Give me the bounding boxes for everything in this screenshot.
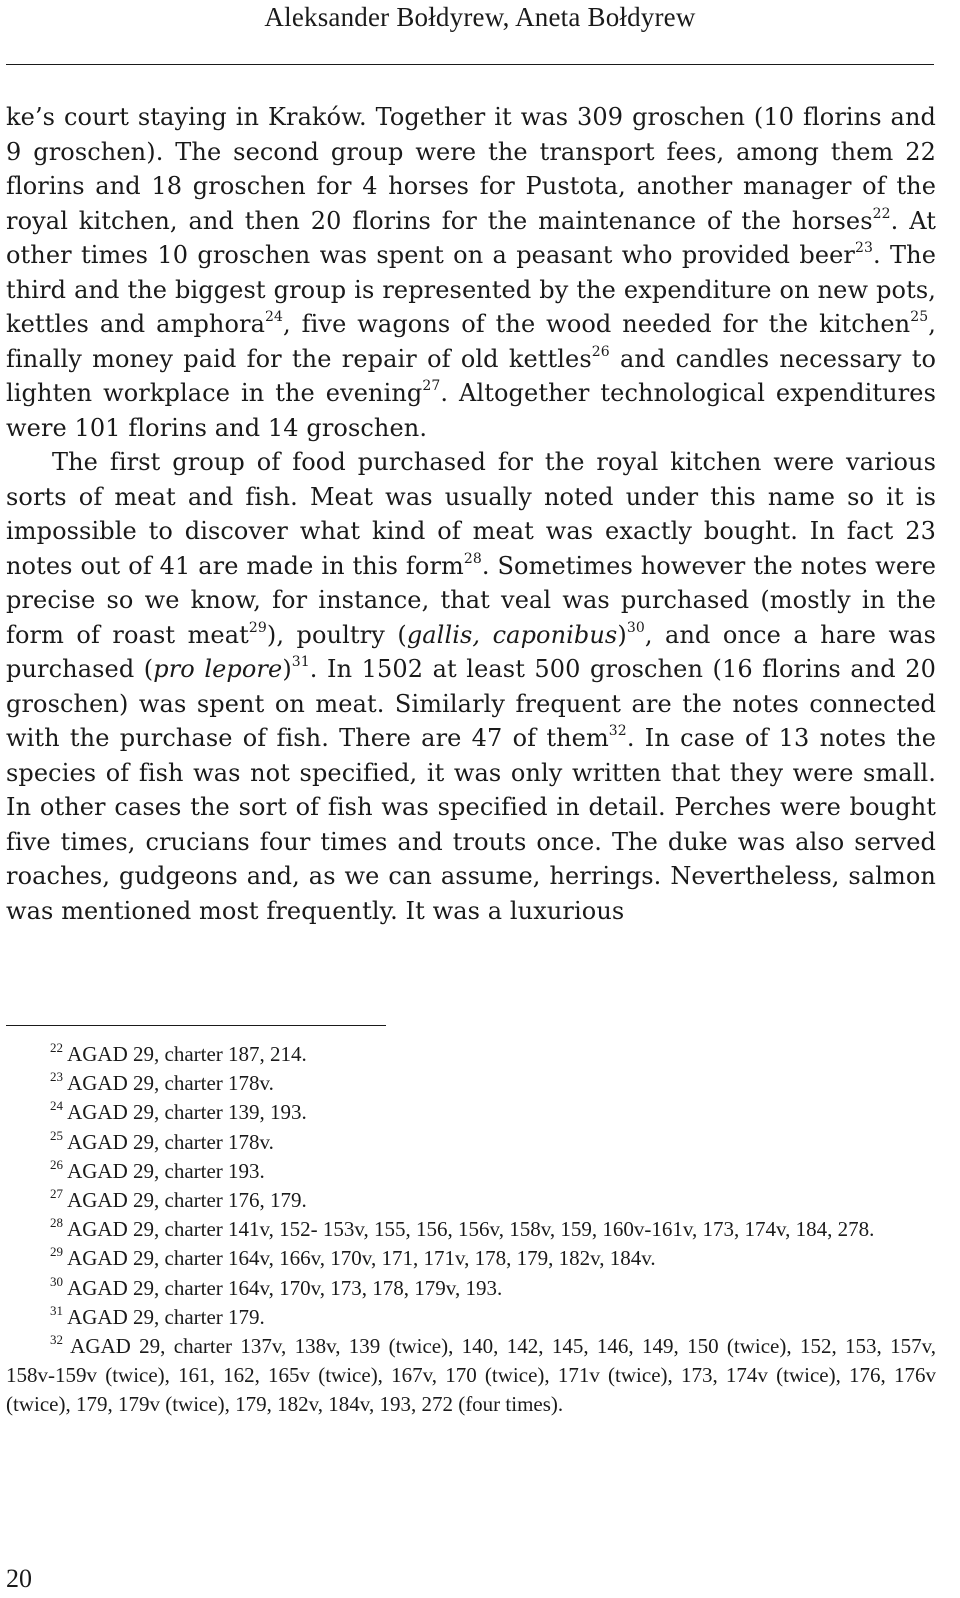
footnote-number: 22	[50, 1040, 63, 1055]
text-run: The first group of food purchased for the royal kitchen were various sorts of meat and fish. Meat was usually noted under this name so it is impossible to discover what kind of meat was exactly bought. In fact 23 notes out of 41 are made in this form	[6, 448, 936, 580]
text-run: and candles necessary to lighten workplace in the evening	[6, 344, 937, 407]
footnote-text: AGAD 29, charter 179.	[63, 1304, 265, 1329]
footnote-ref-28[interactable]: 28	[463, 550, 482, 567]
footnote-number: 25	[50, 1127, 63, 1143]
footnote-text: AGAD 29, charter 176, 179.	[63, 1188, 307, 1213]
footnote-text: AGAD 29, charter 137v, 138v, 139 (twice), 140, 142, 145, 146, 149, 150 (twice), 152, 153, 157v, 158v-159v (twice), 161, 162, 165v (twice), 167v, 170 (twice), 171v (twice), 173, 174v (twice), 176, 176v (twice), 179, 179v (twice), 179, 182v, 184v, 193, 272 (four times).	[6, 1334, 936, 1417]
footnote-ref-27[interactable]: 27	[422, 378, 441, 394]
footnote-text: AGAD 29, charter 193.	[63, 1158, 265, 1183]
text-run: , finally money paid for the repair of old kettles	[6, 310, 936, 373]
footnote-text: AGAD 29, charter 139, 193.	[63, 1100, 307, 1125]
footnote-divider	[6, 1025, 386, 1026]
footnote-text: AGAD 29, charter 178v.	[63, 1071, 274, 1096]
text-run: . Sometimes however the notes were precise so we know, for instance, that veal was purchased (mostly in the form of roast meat	[6, 551, 936, 649]
footnote-ref-26[interactable]: 26	[591, 343, 610, 360]
footnote-ref-29[interactable]: 29	[248, 619, 267, 636]
footnote-30	[6, 1274, 936, 1303]
text-run: . In 1502 at least 500 groschen (16 florins and 20 groschen) was spent on meat. Similarly frequent are the notes connected with the purchase of fish. There are 47 of them	[6, 655, 936, 752]
body-text	[6, 100, 936, 928]
footnote-ref-23[interactable]: 23	[855, 240, 874, 256]
footnote-number: 29	[50, 1244, 63, 1260]
footnote-ref-24[interactable]: 24	[265, 309, 284, 325]
text-run: )	[617, 620, 627, 649]
footnote-text: AGAD 29, charter 141v, 152- 153v, 155, 156, 156v, 158v, 159, 160v-161v, 173, 174v, 184, 278.	[63, 1217, 875, 1242]
footnote-ref-32[interactable]: 32	[608, 723, 627, 739]
footnote-ref-31[interactable]: 31	[291, 654, 310, 670]
latin-term: gallis, caponibus	[406, 620, 618, 649]
footnote-number: 27	[50, 1186, 63, 1202]
footnote-number: 31	[50, 1302, 63, 1318]
footnote-25	[6, 1128, 936, 1157]
header-divider	[6, 64, 934, 65]
footnote-26	[6, 1157, 936, 1186]
footnote-24	[6, 1098, 936, 1127]
text-run: . Altogether technological expenditures were 101 florins and 14 groschen.	[6, 379, 936, 442]
footnote-number: 28	[50, 1215, 63, 1231]
footnote-number: 30	[50, 1273, 63, 1289]
footnote-23	[6, 1069, 936, 1098]
footnote-27	[6, 1186, 936, 1215]
text-run: ke’s court staying in Kraków. Together it was 309 groschen (10 florins and 9 groschen). The second group were the transport fees, among them 22 florins and 18 groschen for 4 horses for Pustota, another manager of the royal kitchen, and then 20 florins for the maintenance of the horses	[6, 103, 936, 235]
text-run: )	[282, 655, 292, 683]
text-run: . In case of 13 notes the species of fish was not specified, it was only written that they were small. In other cases the sort of fish was specified in detail. Perches were bought five times, crucians four times and trouts once. The duke was also served roaches, gudgeons and, as we can assume, herrings. Nevertheless, salmon was mentioned most frequently. It was a luxurious	[6, 724, 936, 925]
footnote-ref-25[interactable]: 25	[910, 309, 929, 325]
text-run: ), poultry (	[266, 620, 407, 649]
footnote-number: 26	[50, 1156, 63, 1172]
footnote-ref-22[interactable]: 22	[872, 205, 891, 222]
footnote-text: AGAD 29, charter 187, 214.	[63, 1042, 307, 1066]
footnote-text: AGAD 29, charter 178v.	[63, 1129, 274, 1154]
footnote-29	[6, 1244, 936, 1273]
footnote-ref-30[interactable]: 30	[626, 619, 645, 636]
text-run: . The third and the biggest group is represented by the expenditure on new pots, kettles and amphora	[6, 241, 936, 338]
page-number: 20	[6, 1564, 32, 1593]
footnote-31	[6, 1303, 936, 1332]
paragraph-continued	[6, 100, 936, 445]
footnote-number: 23	[50, 1069, 63, 1085]
running-header-authors: Aleksander Bołdyrew, Aneta Bołdyrew	[264, 2, 696, 32]
footnote-28	[6, 1215, 936, 1244]
footnote-number: 32	[50, 1332, 63, 1348]
latin-term: pro lepore	[153, 655, 283, 683]
text-run: , five wagons of the wood needed for the kitchen	[283, 310, 911, 338]
paragraph-food	[6, 445, 936, 928]
footnote-32	[6, 1332, 936, 1420]
footnote-text: AGAD 29, charter 164v, 170v, 173, 178, 179v, 193.	[63, 1275, 503, 1300]
text-run: , and once a hare was purchased (	[6, 620, 936, 683]
footnote-22	[6, 1040, 936, 1069]
footnote-number: 24	[50, 1098, 63, 1114]
footnote-text: AGAD 29, charter 164v, 166v, 170v, 171, 171v, 178, 179, 182v, 184v.	[63, 1246, 656, 1271]
footnotes-list	[6, 1040, 936, 1420]
text-run: . At other times 10 groschen was spent on a peasant who provided beer	[6, 206, 936, 269]
